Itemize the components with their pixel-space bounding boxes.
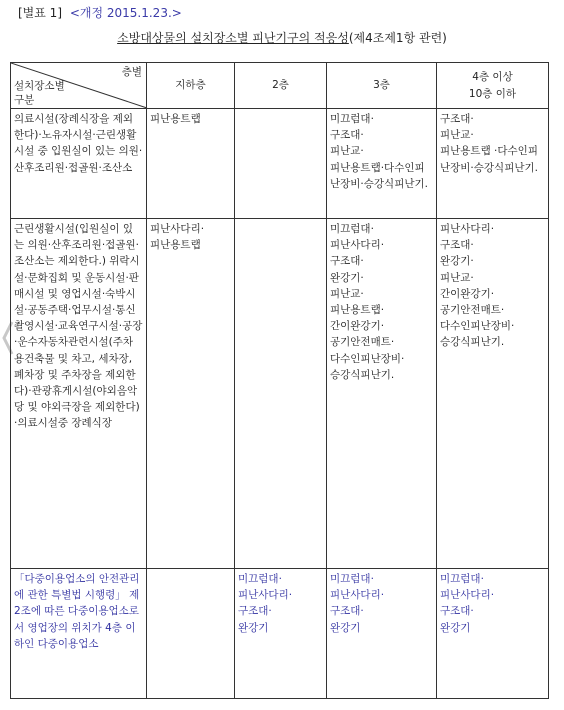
appendix-label: [별표 1] [18,6,62,20]
corner-division-label: 구분 [14,94,35,106]
page-title [0,30,564,46]
row-floor3-cell: 미끄럼대· 피난사다리· 구조대· 완강기· 피난교· 피난용트랩· 간이완강기· 공기안전매트· 다수인피난장비· 승강식피난기. [327,219,437,569]
table-row [11,109,549,219]
row-basement-cell: 피난용트랩 [147,109,235,219]
title-main: 소방대상물의 설치장소별 피난기구의 적응성 [117,31,349,45]
column-header-basement: 지하층 [147,63,235,109]
column-header-floor-4-10: 4층 이상 10층 이하 [437,63,549,109]
row-floor4to10-cell: 구조대· 피난교· 피난용트랩 ·다수인피난장비·승강식피난기. [437,109,549,219]
row-floor2-cell [235,109,327,219]
appendix-header [18,5,182,21]
row-floor2-cell [235,219,327,569]
table-row [11,219,549,569]
row-place-cell: 의료시설(장례식장을 제외한다)·노유자시설·근린생활시설 중 입원실이 있는 의원·산후조리원·접골원·조산소 [11,109,147,219]
table-header-row [11,63,549,109]
column-header-floor-2: 2층 [235,63,327,109]
row-floor2-cell: 미끄럼대· 피난사다리· 구조대· 완강기 [235,569,327,699]
row-floor3-cell: 미끄럼대· 피난사다리· 구조대· 완강기 [327,569,437,699]
row-floor3-cell: 미끄럼대· 구조대· 피난교· 피난용트랩·다수인피난장비·승강식피난기. [327,109,437,219]
row-floor4to10-cell: 미끄럼대· 피난사다리· 구조대· 완강기 [437,569,549,699]
corner-header-cell [11,63,147,109]
row-floor4to10-cell: 피난사다리· 구조대· 완강기· 피난교· 간이완강기· 공기안전매트· 다수인피난장비· 승강식피난기. [437,219,549,569]
corner-floor-label: 층별 [121,66,142,78]
title-suffix: (제4조제1항 관련) [348,31,447,45]
row-place-cell: 근린생활시설(입원실이 있는 의원·산후조리원·접골원·조산소는 제외한다.) 위락시설·문화집회 및 운동시설·판매시설 및 영업시설·숙박시설·공동주택·업무시설·통신촬영시설·교육연구시설·공장·운수자동차관련시설(주차용건축물 및 차고, 세차장, 폐차장 및 주차장을 제외한다)·관광휴게시설(야외음악당 및 야외극장을 제외한다)·의료시설중 장례식장 [11,219,147,569]
corner-place-label: 설치장소별 [14,80,65,92]
amendment-note: <개정 2015.1.23.> [69,6,182,20]
row-basement-cell [147,569,235,699]
row-basement-cell: 피난사다리· 피난용트랩 [147,219,235,569]
table-row [11,569,549,699]
evacuation-equipment-table [10,62,549,699]
column-header-floor-3: 3층 [327,63,437,109]
row-place-cell: 「다중이용업소의 안전관리에 관한 특별법 시행령」 제2조에 따른 다중이용업소로서 영업장의 위치가 4층 이하인 다중이용업소 [11,569,147,699]
